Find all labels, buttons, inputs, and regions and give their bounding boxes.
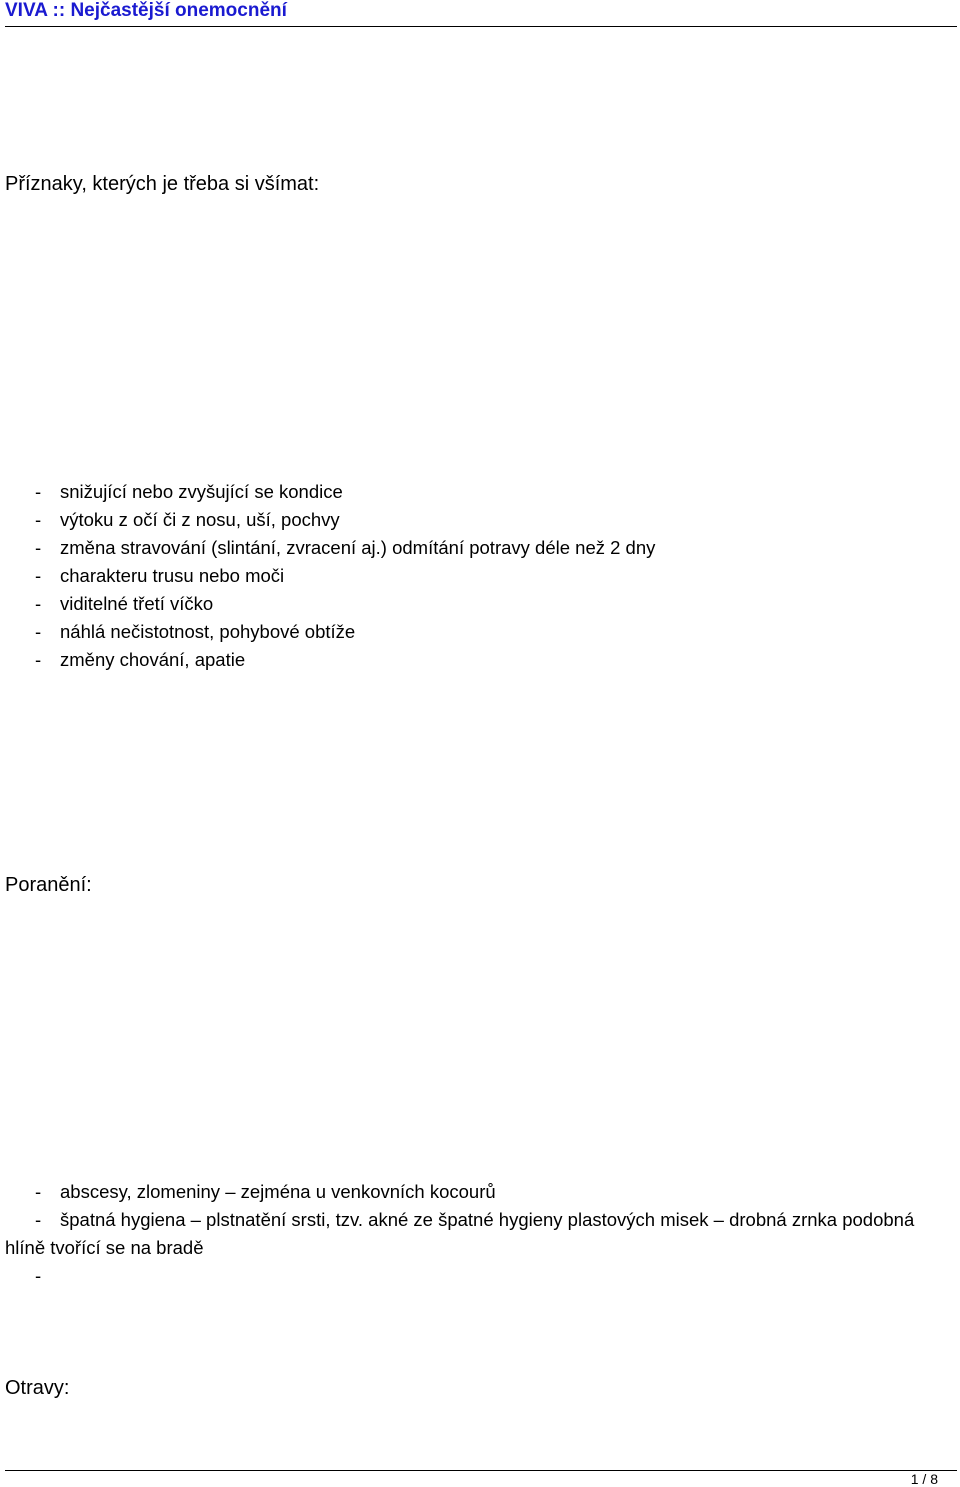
list-dash: - xyxy=(35,481,42,502)
list-dash: - xyxy=(35,593,42,614)
list-item-text: náhlá nečistotnost, pohybové obtíže xyxy=(60,621,356,642)
list-item xyxy=(5,618,655,646)
list-dash: - xyxy=(35,509,42,530)
poisoning-heading: Otravy: xyxy=(5,1377,70,1399)
list-item-text: změna stravování (slintání, zvracení aj.) odmítání potravy déle než 2 dny xyxy=(60,537,656,558)
page-number: 1 / 8 xyxy=(910,1471,938,1487)
list-dash: - xyxy=(35,649,42,670)
list-item xyxy=(5,478,655,506)
list-item-text: výtoku z očí či z nosu, uší, pochvy xyxy=(60,509,340,530)
list-item-text: viditelné třetí víčko xyxy=(60,593,214,614)
list-item xyxy=(5,1206,955,1262)
list-dash: - xyxy=(35,537,42,558)
list-item-text: abscesy, zlomeniny – zejména u venkovních kocourů xyxy=(60,1181,496,1202)
list-item xyxy=(5,562,655,590)
list-dash: - xyxy=(35,1209,42,1230)
list-item xyxy=(5,506,655,534)
page-header-title: VIVA :: Nejčastější onemocnění xyxy=(5,0,287,21)
footer-divider xyxy=(5,1470,957,1471)
list-item xyxy=(5,534,655,562)
list-item-text: změny chování, apatie xyxy=(60,649,246,670)
symptoms-heading: Příznaky, kterých je třeba si všímat: xyxy=(5,173,320,195)
symptoms-list xyxy=(5,478,655,674)
list-item xyxy=(5,1178,955,1206)
injuries-list xyxy=(5,1178,955,1286)
list-item-text: charakteru trusu nebo moči xyxy=(60,565,285,586)
header-divider xyxy=(5,26,957,27)
list-dash: - xyxy=(35,1265,42,1286)
list-item xyxy=(5,646,655,674)
list-dash: - xyxy=(35,1181,42,1202)
list-item-text: špatná hygiena – plstnatění srsti, tzv. akné ze špatné hygieny plastových misek – drobná zrnka podobná hlíně tvořící se na bradě xyxy=(5,1209,915,1258)
list-dash: - xyxy=(35,621,42,642)
list-item-text: snižující nebo zvyšující se kondice xyxy=(60,481,343,502)
list-dash: - xyxy=(35,565,42,586)
injuries-heading: Poranění: xyxy=(5,874,92,896)
list-item xyxy=(5,590,655,618)
